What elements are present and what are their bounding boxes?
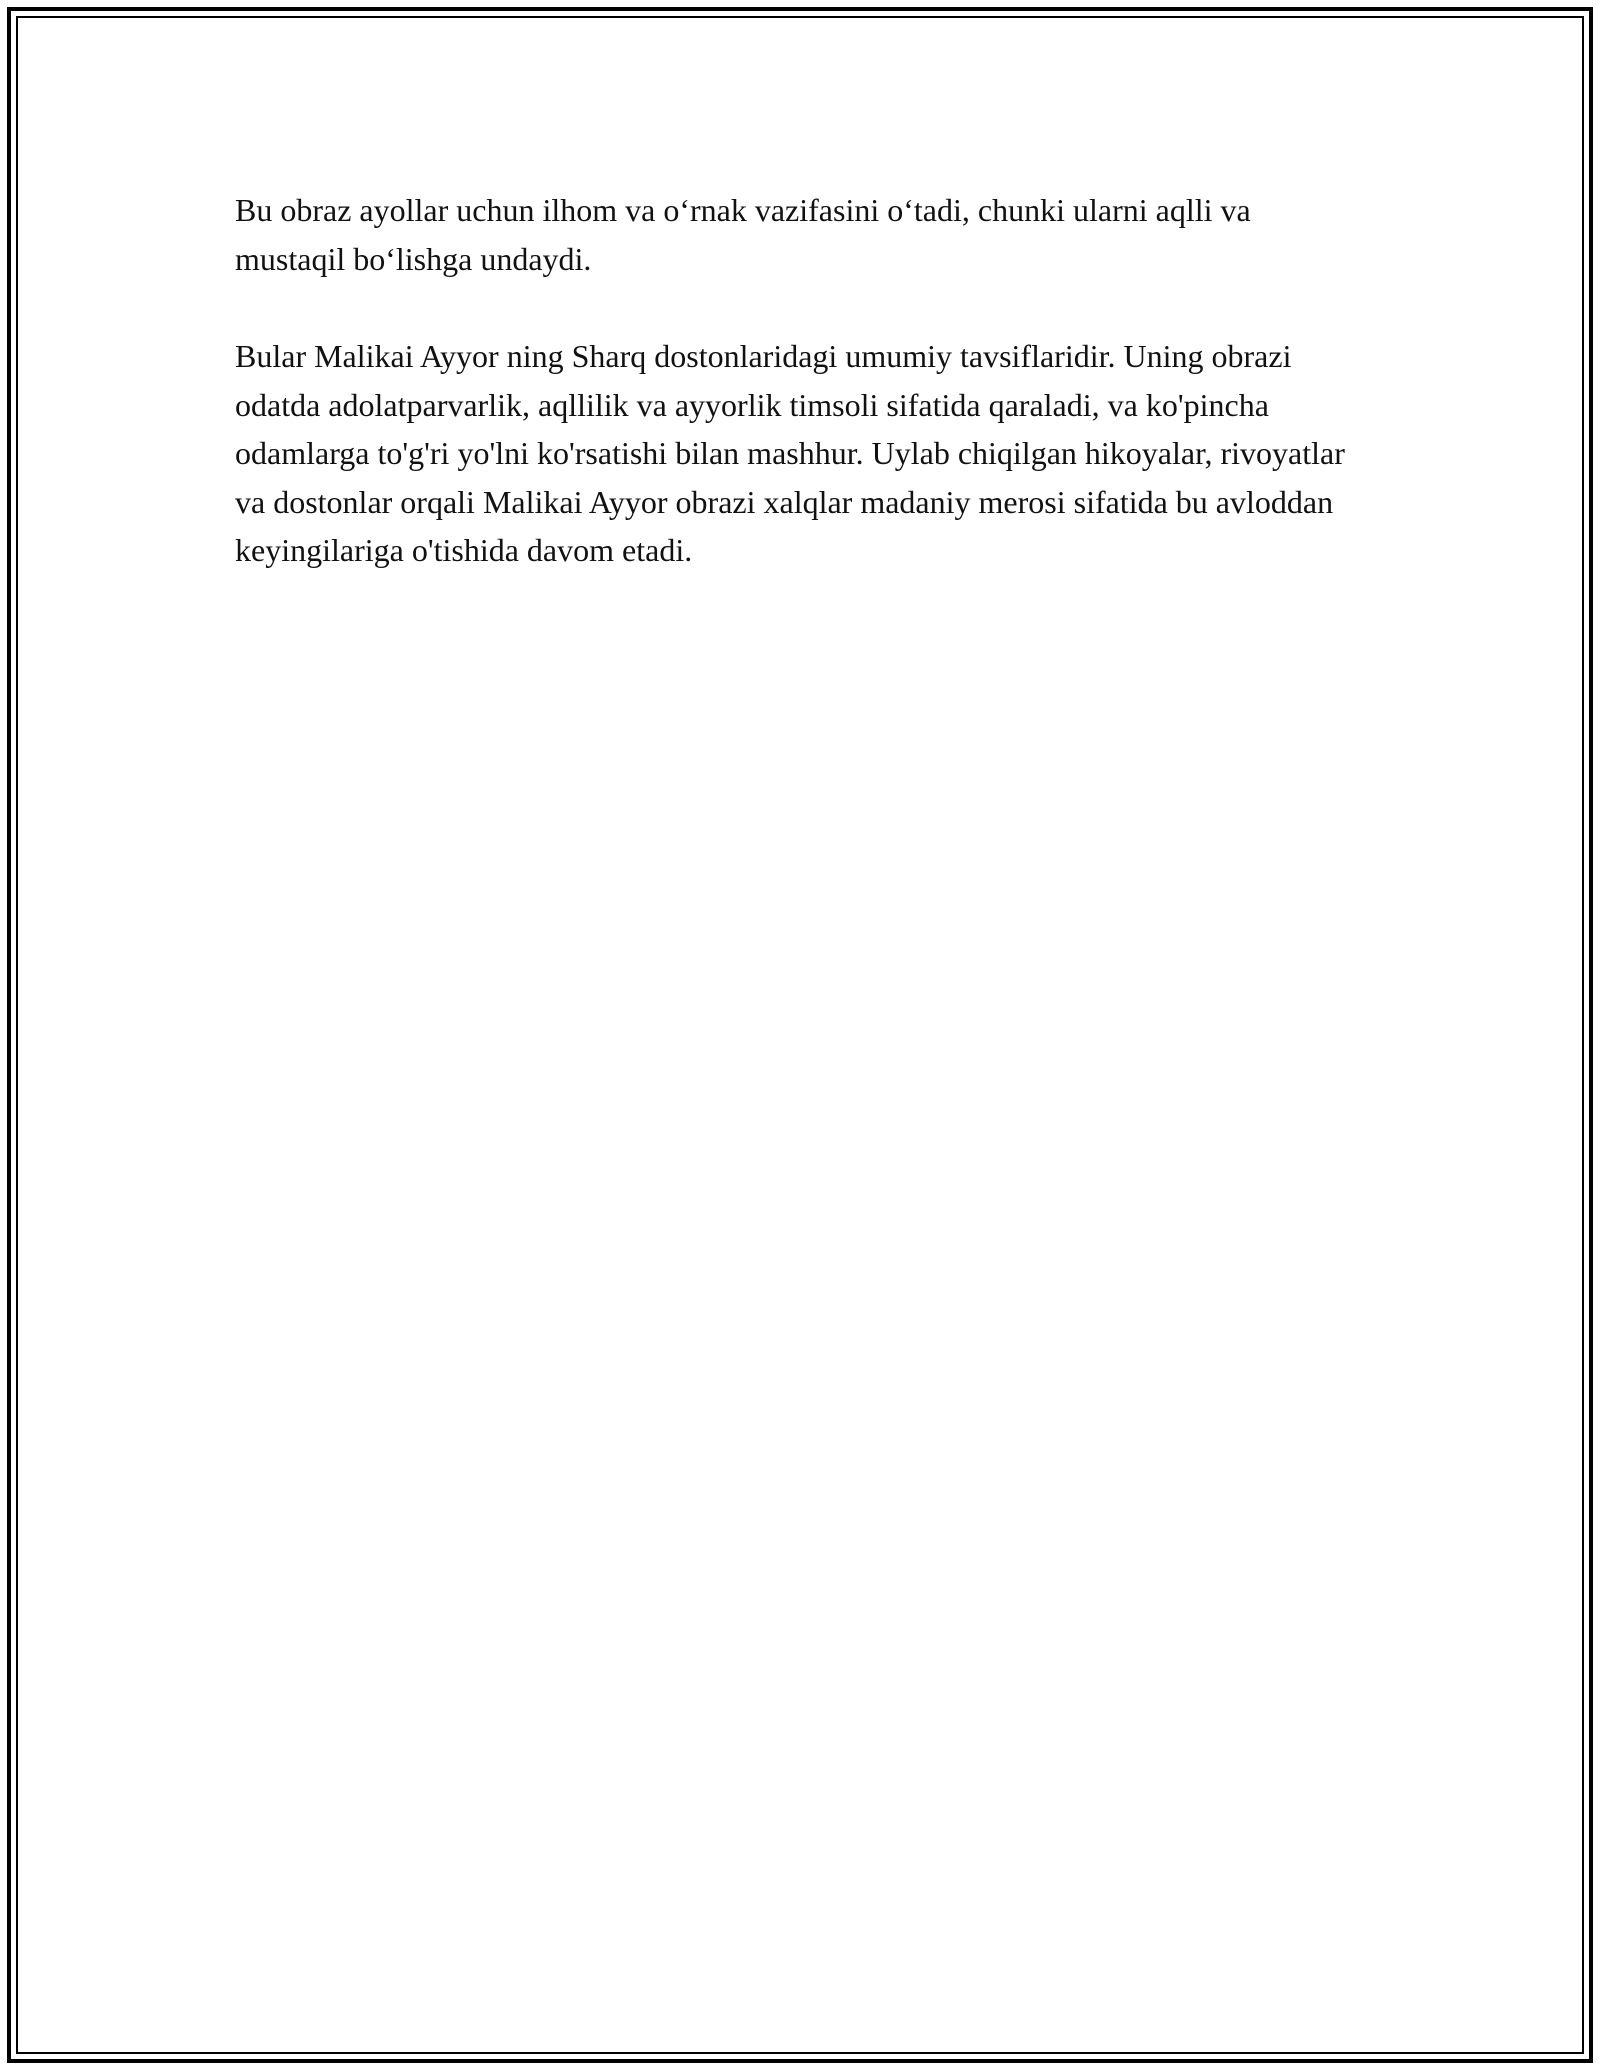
paragraph-2: Bular Malikai Ayyor ning Sharq dostonlaridagi umumiy tavsiflaridir. Uning obrazi odatda adolatparvarlik, aqllilik va ayyorlik timsoli sifatida qaraladi, va ko'pincha odamlarga to'g'ri yo'lni ko'rsatishi bilan mashhur. Uylab chiqilgan hikoyalar, rivoyatlar va dostonlar orqali Malikai Ayyor obrazi xalqlar madaniy merosi sifatida bu avloddan keyingilariga o'tishida davom etadi. — [235, 338, 1345, 568]
document-body — [235, 186, 1365, 624]
paragraph-1: Bu obraz ayollar uchun ilhom va o‘rnak vazifasini o‘tadi, chunki ularni aqlli va mustaqil bo‘lishga undaydi. — [235, 192, 1251, 277]
